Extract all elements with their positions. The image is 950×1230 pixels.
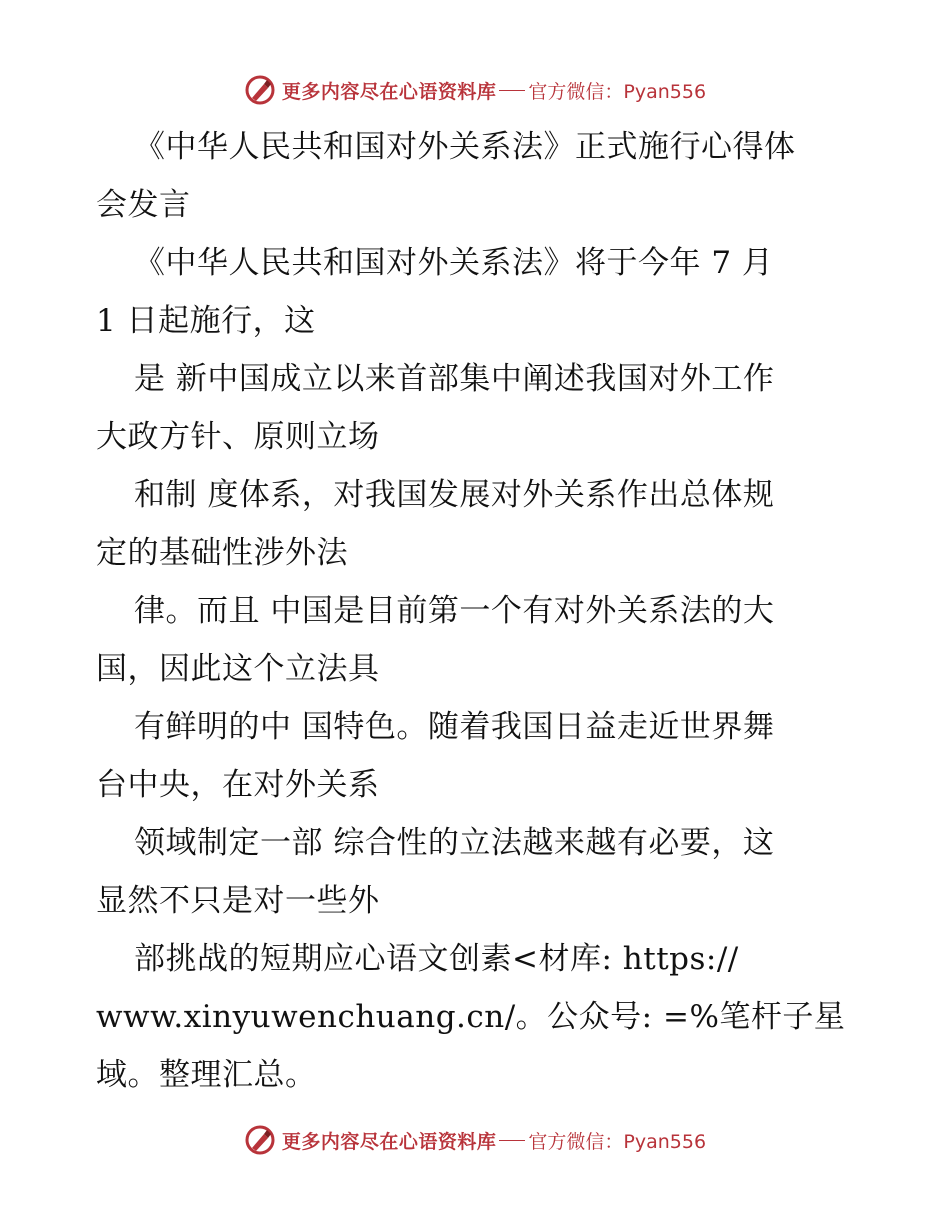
text-line: 国，因此这个立法具 — [96, 651, 380, 687]
text-line: 和制 度体系，对我国发展对外关系作出总体规 — [134, 477, 775, 513]
banner-divider — [499, 1140, 525, 1141]
text-line: 部挑战的短期应心语文创素<材库: https:// — [134, 941, 739, 977]
text-line: 会发言 — [96, 187, 191, 223]
text-line: 域。整理汇总。 — [96, 1057, 317, 1093]
banner-sub-text: 官方微信：Pyan556 — [528, 80, 707, 103]
pen-logo-icon — [244, 74, 276, 106]
text-line: 有鲜明的中 国特色。随着我国日益走近世界舞 — [134, 709, 775, 745]
text-line: 《中华人民共和国对外关系法》将于今年 7 月 — [134, 245, 774, 281]
text-line: www.xinyuwenchuang.cn/。公众号: =%笔杆子星 — [96, 999, 846, 1035]
text-line: 是 新中国成立以来首部集中阐述我国对外工作 — [134, 361, 775, 397]
banner-main-text: 更多内容尽在心语资料库 — [281, 1130, 497, 1153]
text-line: 台中央，在对外关系 — [96, 767, 380, 803]
banner-sub-text: 官方微信：Pyan556 — [528, 1130, 707, 1153]
pen-logo-icon — [244, 1124, 276, 1156]
text-line: 领域制定一部 综合性的立法越来越有必要，这 — [134, 825, 775, 861]
text-line: 律。而且 中国是目前第一个有对外关系法的大 — [134, 593, 775, 629]
text-line: 定的基础性涉外法 — [96, 535, 348, 571]
text-line: 显然不只是对一些外 — [96, 883, 380, 919]
document-body — [96, 118, 856, 1104]
text-line: 《中华人民共和国对外关系法》正式施行心得体 — [134, 129, 796, 165]
page-header — [0, 70, 950, 110]
banner-main-text: 更多内容尽在心语资料库 — [281, 80, 497, 103]
text-line: 1 日起施行，这 — [96, 303, 316, 339]
banner-divider — [499, 90, 525, 91]
text-line: 大政方针、原则立场 — [96, 419, 380, 455]
page-footer — [0, 1120, 950, 1160]
